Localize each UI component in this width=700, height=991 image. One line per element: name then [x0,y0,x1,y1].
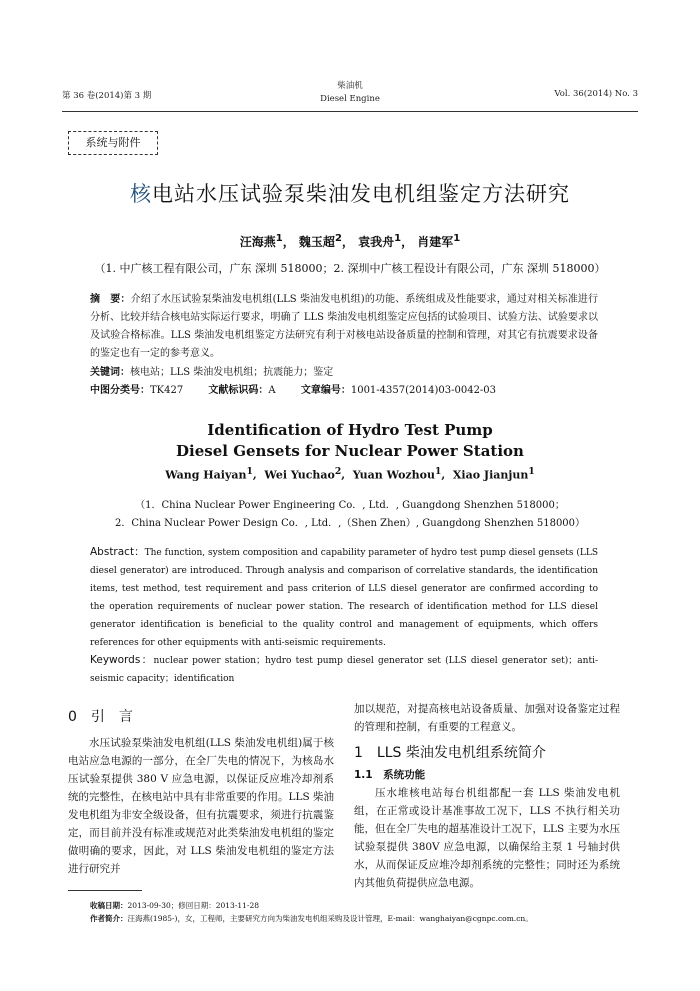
abstract-en-label: Abstract： [90,546,145,558]
affiliation-en-line1: （1．China Nuclear Power Engineering Co．, Ltd．, Guangdong Shenzhen 518000； [135,500,565,511]
author-cn: 魏玉超 [298,235,335,249]
left-column [68,708,334,878]
title-en-line2: Diesel Gensets for Nuclear Power Station [176,442,524,460]
article-id-label: 文章编号： [300,385,351,396]
title-en [0,420,700,462]
author-en: Wei Yuchao [264,468,335,482]
header-journal-cn: 柴油机 [337,81,363,91]
keywords-cn [90,363,598,378]
affiliation-en-line2: 2．China Nuclear Power Design Co．, Ltd．,（Shen Zhen）, Guangdong Shenzhen 518000） [114,518,586,529]
title-en-line1: Identification of Hydro Test Pump [207,421,493,439]
author-sup: 2 [334,233,342,244]
doc-code-label: 文献标识码： [208,385,269,396]
section-1-1-heading: 1.1 系统功能 [354,769,426,781]
section-0-heading: 0 引 言 [68,709,133,725]
header-journal-en: Diesel Engine [320,94,380,104]
author-en: Xiao Jianjun [452,468,529,482]
header-volume: Vol. 36(2014) No. 3 [554,89,638,99]
author-sup: 1 [528,466,535,477]
section-1-1-paragraph: 压水堆核电站每台机组都配一套 LLS 柴油发电机组，在正常或设计基准事故工况下，LLS 不执行相关功能，但在全厂失电的超基准设计工况下，LLS 主要为水压试验泵提供 380V 应急电源，以确保给主泵 1 号轴封供水，从而保证反应堆冷却剂系统的完整性；同时还为系统内其他负荷提供应急电源。 [354,787,620,889]
title-cn [0,178,700,208]
title-cn-first-char: 核 [130,182,152,206]
column-label: 系统与附件 [68,131,158,155]
author-sup: 1 [275,233,283,244]
header-rule [62,111,638,112]
keywords-en-text: nuclear power station；hydro test pump diesel generator set (LLS diesel generator set)；anti-seismic capacity；identification [90,656,598,684]
title-cn-rest: 电站水压试验泵柴油发电机组鉴定方法研究 [152,182,570,206]
author-en: Wang Haiyan [165,468,247,482]
keywords-cn-text: 核电站；LLS 柴油发电机组；抗震能力；鉴定 [130,367,334,378]
abstract-en [90,543,598,652]
author-sup: 1 [435,466,442,477]
author-cn: 汪海燕 [239,235,276,249]
affiliation-en [0,497,700,533]
author-en: Yuan Wozhou [352,468,436,482]
footnote-rule [68,890,142,891]
author-cn: 肖建军 [417,235,454,249]
keywords-en [90,651,598,688]
footnote-author-text: 汪海燕(1985-)，女，工程师，主要研究方向为柴油发电机组采购及设计管理，E-mail：wanghaiyan@cgnpc.com.cn。 [127,914,533,923]
footnote-received-label: 收稿日期： [90,901,128,910]
author-sup: 1 [453,233,461,244]
section-0-paragraph: 水压试验泵柴油发电机组(LLS 柴油发电机组)属于核电站应急电源的一部分，在全厂失电的情况下，为核岛水压试验泵提供 380 V 应急电源，以保证反应堆冷却剂系统的完整性，在核电站中具有非常重要的作用。LLS 柴油发电机组为非安全级设备，但有抗震要求，须进行抗震鉴定，而目前并没有标准或规范对此类柴油发电机组的鉴定做明确的要求，因此，对 LLS 柴油发电机组的鉴定方法进行研究并 [68,737,334,875]
doc-code-value: A [268,385,276,396]
footnote-received [90,900,630,911]
right-column [354,700,620,892]
header-issue: 第 36 卷(2014)第 3 期 [62,91,152,101]
keywords-cn-label: 关键词： [90,367,130,378]
clc-label: 中图分类号： [90,385,150,396]
authors-cn: 汪海燕$^1$， 魏玉超$^2$， 袁我舟$^1$， 肖建军$^1$ [239,233,461,249]
article-id-value: 1001-4357(2014)03-0042-03 [350,385,497,396]
abstract-cn-label: 摘 要： [90,294,131,305]
author-sup: 2 [334,466,342,477]
author-sup: 1 [394,233,402,244]
authors-en: Wang Haiyan$^1$, Wei Yuchao$^2$, Yuan Wozhou$^1$, Xiao Jianjun$^1$ [165,466,535,482]
classification-line [90,381,610,396]
author-cn: 袁我舟 [358,235,395,249]
abstract-cn [90,291,598,363]
abstract-en-text: The function, system composition and capability parameter of hydro test pump diesel gensets (LLS diesel generator) are introduced. Through analysis and comparison of correlative standards, the identification items, test method, test requirement and pass criterion of LLS diesel generator are confirmed according to the operation requirements of nuclear power station. The research of identification method for LLS diesel generator identification is beneficial to the quality control and management of equipments, which offers references for other equipments with anti-seismic requirements. [90,548,598,648]
section-1-heading: 1 LLS 柴油发电机组系统简介 [354,745,546,761]
abstract-cn-text: 介绍了水压试验泵柴油发电机组(LLS 柴油发电机组)的功能、系统组成及性能要求，通过对相关标准进行分析、比较并结合核电站实际运行要求，明确了 LLS 柴油发电机组鉴定应包括的试验项目、试验方法、试验要求以及试验合格标准。LLS 柴油发电机组鉴定方法研究有利于对核电站设备质量的控制和管理，对其它有抗震要求设备的鉴定也有一定的参考意义。 [90,294,598,359]
keywords-en-label: Keywords： [90,654,154,666]
footnote-received-text: 2013-09-30；修回日期：2013-11-28 [127,901,259,910]
affiliation-cn: （1. 中广核工程有限公司，广东 深圳 518000；2. 深圳中广核工程设计有限公司，广东 深圳 518000） [94,262,606,275]
clc-value: TK427 [150,385,184,396]
footnote-author-label: 作者简介： [90,914,128,923]
footnote-author [90,913,630,924]
section-0-paragraph-continued: 加以规范，对提高核电站设备质量、加强对设备鉴定过程的管理和控制，有重要的工程意义。 [354,703,620,733]
author-sup: 1 [246,466,253,477]
